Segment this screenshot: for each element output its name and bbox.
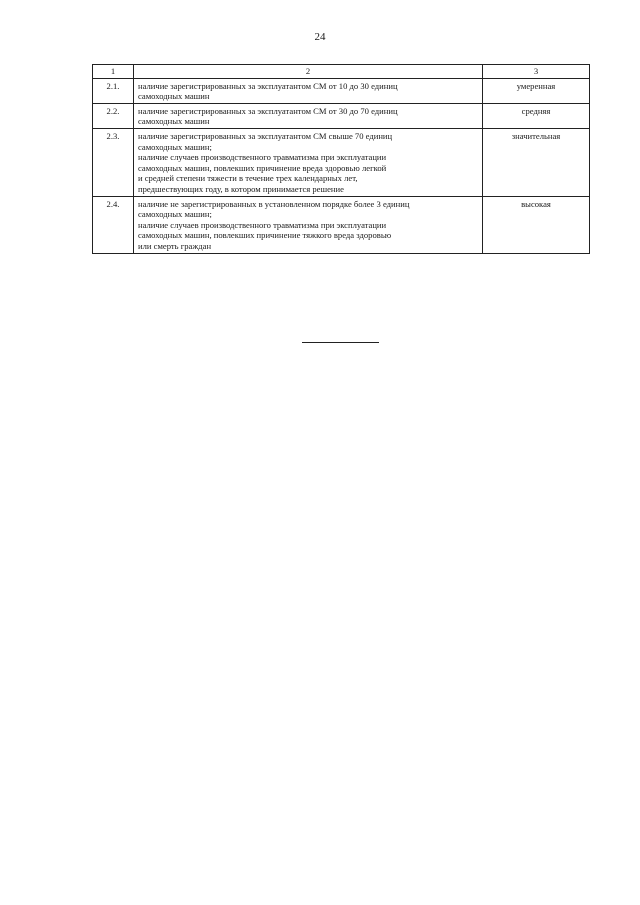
row-number: 2.1.	[93, 78, 134, 103]
row-number: 2.4.	[93, 196, 134, 253]
row-criteria: наличие зарегистрированных за эксплуатантом СМ свыше 70 единиц самоходных машин; наличие случаев производственного травматизма при эксплуатации самоходных машин, повлекших причинение вреда здоровью легкой и средней степени тяжести в течение трех календарных лет, предшествующих году, в котором принимается решение	[134, 128, 483, 196]
table-row	[93, 196, 590, 253]
closing-rule-divider	[302, 342, 379, 343]
row-risk-level: средняя	[483, 103, 590, 128]
row-criteria: наличие зарегистрированных за эксплуатантом СМ от 10 до 30 единиц самоходных машин	[134, 78, 483, 103]
column-header-1: 1	[93, 65, 134, 79]
risk-category-table	[92, 64, 590, 254]
table-header-row	[93, 65, 590, 79]
row-number: 2.3.	[93, 128, 134, 196]
table-row	[93, 78, 590, 103]
row-risk-level: высокая	[483, 196, 590, 253]
row-criteria: наличие зарегистрированных за эксплуатантом СМ от 30 до 70 единиц самоходных машин	[134, 103, 483, 128]
page-number: 24	[314, 31, 326, 43]
row-risk-level: умеренная	[483, 78, 590, 103]
column-header-2: 2	[134, 65, 483, 79]
table-row	[93, 103, 590, 128]
row-risk-level: значительная	[483, 128, 590, 196]
row-criteria: наличие не зарегистрированных в установленном порядке более 3 единиц самоходных машин; наличие случаев производственного травматизма при эксплуатации самоходных машин, повлекших причинение тяжкого вреда здоровью или смерть граждан	[134, 196, 483, 253]
table-row	[93, 128, 590, 196]
column-header-3: 3	[483, 65, 590, 79]
row-number: 2.2.	[93, 103, 134, 128]
